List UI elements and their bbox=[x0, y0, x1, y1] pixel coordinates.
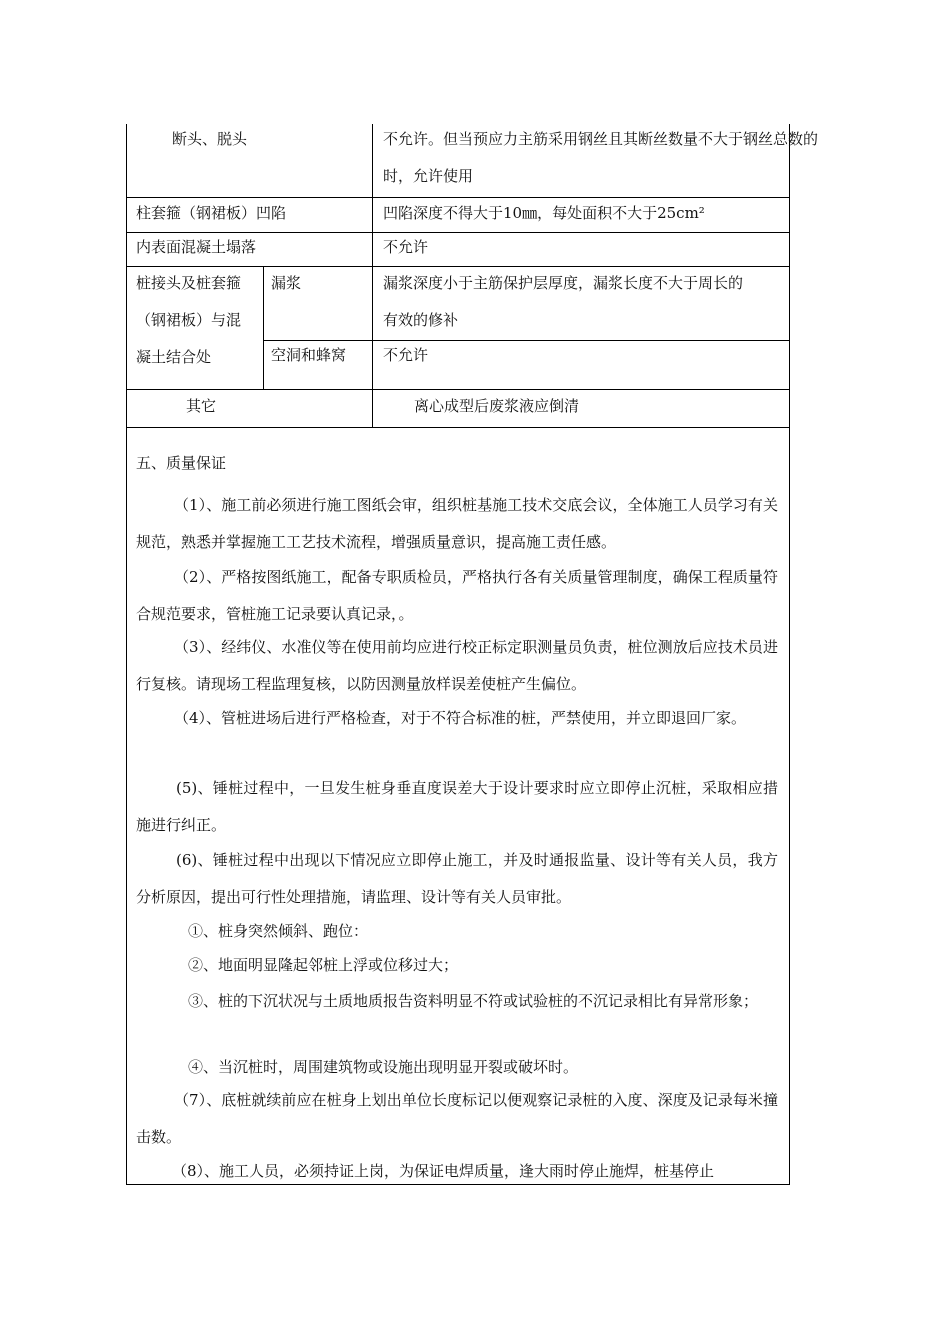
table-line bbox=[372, 124, 373, 427]
row-leak-value: 漏浆深度小于主筋保护层厚度，漏浆长度不大于周长的 bbox=[383, 274, 744, 292]
row-other-label: 其它 bbox=[186, 397, 217, 415]
row-dent-label: 柱套箍（钢裙板）凹陷 bbox=[136, 204, 287, 222]
row-joint-label: （钢裙板）与混 bbox=[136, 311, 242, 329]
paragraph: (6)、锤桩过程中出现以下情况应立即停止施工，并及时通报监量、设计等有关人员，我方分析原因，提出可行性处理措施，请监理、设计等有关人员审批。 bbox=[136, 851, 778, 906]
paragraph: （2）、严格按图纸施工，配备专职质检员，严格执行各有关质量管理制度，确保工程质量符合规范要求，管桩施工记录要认真记录，。 bbox=[136, 568, 778, 623]
row-broken-head-value: 不允许。但当预应力主筋采用钢丝且其断丝数量不大于钢丝总数的 bbox=[383, 130, 819, 148]
paragraph: （4）、管桩进场后进行严格检查，对于不符合标准的桩，严禁使用，并立即退回厂家。 bbox=[174, 709, 747, 727]
sub-item: ②、地面明显隆起邻桩上浮或位移过大； bbox=[188, 956, 459, 974]
sub-item: ③、桩的下沉状况与土质地质报告资料明显不符或试验桩的不沉记录相比有异常形象； bbox=[188, 992, 759, 1010]
paragraph: （1）、施工前必须进行施工图纸会审，组织桩基施工技术交底会议，全体施工人员学习有关规范，熟悉并掌握施工工艺技术流程，增强质量意识，提高施工责任感。 bbox=[136, 496, 778, 551]
table-line bbox=[126, 197, 790, 198]
row-dent-value: 凹陷深度不得大于10㎜，每处面积不大于25cm² bbox=[383, 204, 705, 222]
table-line bbox=[126, 427, 790, 428]
table-line bbox=[126, 232, 790, 233]
table-line bbox=[263, 266, 264, 389]
row-leak-sub: 漏浆 bbox=[271, 274, 302, 292]
paragraph: （3）、经纬仪、水准仪等在使用前均应进行校正标定职测量员负责，桩位测放后应技术员进行复核。请现场工程监理复核，以防因测量放样误差使桩产生偏位。 bbox=[136, 638, 778, 693]
table-line bbox=[263, 340, 790, 341]
sub-item: ①、桩身突然倾斜、跑位： bbox=[188, 922, 369, 940]
sub-item: ④、当沉桩时，周围建筑物或设施出现明显开裂或破坏时。 bbox=[188, 1058, 579, 1076]
row-collapse-value: 不允许 bbox=[383, 238, 429, 256]
row-void-sub: 空洞和蜂窝 bbox=[271, 346, 347, 364]
table-line bbox=[126, 266, 790, 267]
paragraph: （8）、施工人员，必须持证上岗，为保证电焊质量，逢大雨时停止施焊，桩基停止 bbox=[172, 1162, 715, 1180]
row-broken-head-label: 断头、脱头 bbox=[172, 130, 248, 148]
section-title: 五、质量保证 bbox=[136, 454, 227, 472]
row-broken-head-value: 时，允许使用 bbox=[383, 167, 474, 185]
row-collapse-label: 内表面混凝土塌落 bbox=[136, 238, 257, 256]
row-leak-value: 有效的修补 bbox=[383, 311, 459, 329]
row-other-value: 离心成型后废浆液应倒清 bbox=[414, 397, 580, 415]
table-line bbox=[126, 389, 790, 390]
paragraph: (5)、锤桩过程中，一旦发生桩身垂直度误差大于设计要求时应立即停止沉桩，采取相应措施进行纠正。 bbox=[136, 779, 778, 834]
paragraph: （7）、底桩就续前应在桩身上划出单位长度标记以便观察记录桩的入度、深度及记录每米撞击数。 bbox=[136, 1091, 778, 1146]
row-joint-label: 桩接头及桩套箍 bbox=[136, 274, 242, 292]
row-void-value: 不允许 bbox=[383, 346, 429, 364]
row-joint-label: 凝土结合处 bbox=[136, 348, 212, 366]
